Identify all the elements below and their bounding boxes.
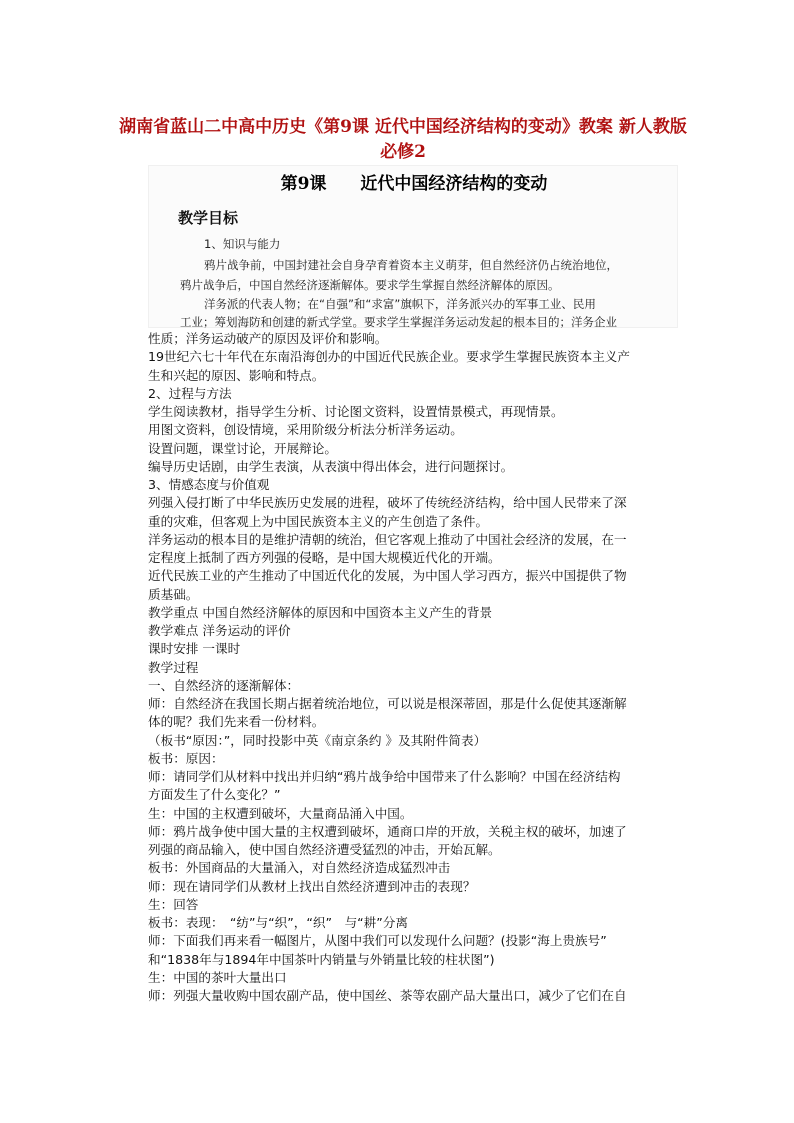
text-line: 板书：外国商品的大量涌入，对自然经济造成猛烈冲击 (148, 860, 451, 876)
text-line: 师：列强大量收购中国农副产品，使中国丝、茶等农副产品大量出口，减少了它们在自 (148, 988, 627, 1003)
text-line: 一、自然经济的逐渐解体： (148, 677, 300, 693)
scanned-excerpt (148, 165, 678, 328)
scan-line: 鸦片战争前，中国封建社会自身孕育着资本主义萌芽，但自然经济仍占统治地位， (204, 258, 618, 272)
text-line: 设置问题，课堂讨论，开展辩论。 (148, 440, 337, 456)
text-line: 体的呢？我们先来看一份材料。 (148, 714, 325, 730)
text-line: 师：现在请同学们从教材上找出自然经济遭到冲击的表现？ (148, 878, 476, 894)
text-line: 用图文资料，创设情境，采用阶级分析法分析洋务运动。 (148, 422, 463, 438)
text-line: 2、过程与方法 (148, 385, 232, 401)
text-line: 师：下面我们再来看一幅图片，从图中我们可以发现什么问题？(投影“海上贵族号” (148, 933, 607, 949)
text-line: 教学过程 (148, 659, 199, 675)
text-line: 定程度上抵制了西方列强的侵略，是中国大规模近代化的开端。 (148, 550, 501, 565)
text-line: 板书：表现： “纺”与“织”，“织” 与“耕”分离 (148, 915, 408, 930)
text-line: 和“1838年与1894年中国茶叶内销量与外销量比较的柱状图”) (148, 951, 495, 967)
lesson-title: 第9课 近代中国经济结构的变动 (280, 174, 548, 194)
section-heading: 教学目标 (178, 209, 239, 227)
scan-line: 1、知识与能力 (204, 237, 281, 251)
text-line: 教学重点 中国自然经济解体的原因和中国资本主义产生的背景 (148, 604, 493, 620)
document-title: 湖南省蓝山二中高中历史《第9课 近代中国经济结构的变动》教案 新人教版必修2 (119, 117, 687, 162)
text-line: 列强的商品输入，使中国自然经济遭受猛烈的冲击，开始瓦解。 (148, 842, 501, 857)
text-line: 重的灾难，但客观上为中国民族资本主义的产生创造了条件。 (148, 513, 489, 529)
text-line: 生和兴起的原因、影响和特点。 (148, 367, 325, 383)
scan-line: 鸦片战争后，中国自然经济逐渐解体。要求学生掌握自然经济解体的原因。 (180, 278, 560, 292)
text-line: 质基础。 (148, 586, 199, 602)
text-line: 洋务运动的根本目的是维护清朝的统治，但它客观上推动了中国社会经济的发展，在一 (148, 531, 627, 547)
text-line: 学生阅读教材，指导学生分析、讨论图文资料，设置情景模式，再现情景。 (148, 404, 564, 419)
text-line: 近代民族工业的产生推动了中国近代化的发展，为中国人学习西方，振兴中国提供了物 (148, 568, 627, 584)
text-line: 课时安排 一课时 (148, 641, 241, 657)
text-line: 板书：原因： (148, 750, 224, 766)
text-line: 性质；洋务运动破产的原因及评价和影响。 (148, 331, 388, 346)
body-text (148, 330, 688, 1005)
scan-line: 洋务派的代表人物；在“自强”和“求富”旗帜下，洋务派兴办的军事工业、民用 (204, 297, 596, 311)
text-line: 生：回答 (148, 896, 199, 912)
text-line: 生：中国的主权遭到破坏，大量商品涌入中国。 (148, 805, 413, 821)
text-line: 师：鸦片战争使中国大量的主权遭到破坏，通商口岸的开放，关税主权的破坏，加速了 (148, 823, 627, 839)
text-line: （板书“原因：”，同时投影中英《南京条约 》及其附件简表） (148, 732, 487, 748)
text-line: 19世纪六七十年代在东南沿海创办的中国近代民族企业。要求学生掌握民族资本主义产 (148, 349, 630, 365)
text-line: 师：请同学们从材料中找出并归纳“鸦片战争给中国带来了什么影响？中国在经济结构 (148, 769, 621, 784)
text-line: 师：自然经济在我国长期占据着统治地位，可以说是根深蒂固，那是什么促使其逐渐解 (148, 696, 627, 711)
text-line: 3、情感态度与价值观 (148, 477, 270, 492)
text-line: 生：中国的茶叶大量出口 (148, 969, 287, 985)
text-line: 方面发生了什么变化？” (148, 787, 281, 803)
text-line: 列强入侵打断了中华民族历史发展的进程，破坏了传统经济结构，给中国人民带来了深 (148, 495, 627, 511)
text-line: 编导历史话剧，由学生表演，从表演中得出体会，进行问题探讨。 (148, 458, 514, 474)
text-line: 教学难点 洋务运动的评价 (148, 623, 291, 638)
scan-line: 工业；筹划海防和创建的新式学堂。要求学生掌握洋务运动发起的根本目的；洋务企业 (180, 315, 617, 329)
